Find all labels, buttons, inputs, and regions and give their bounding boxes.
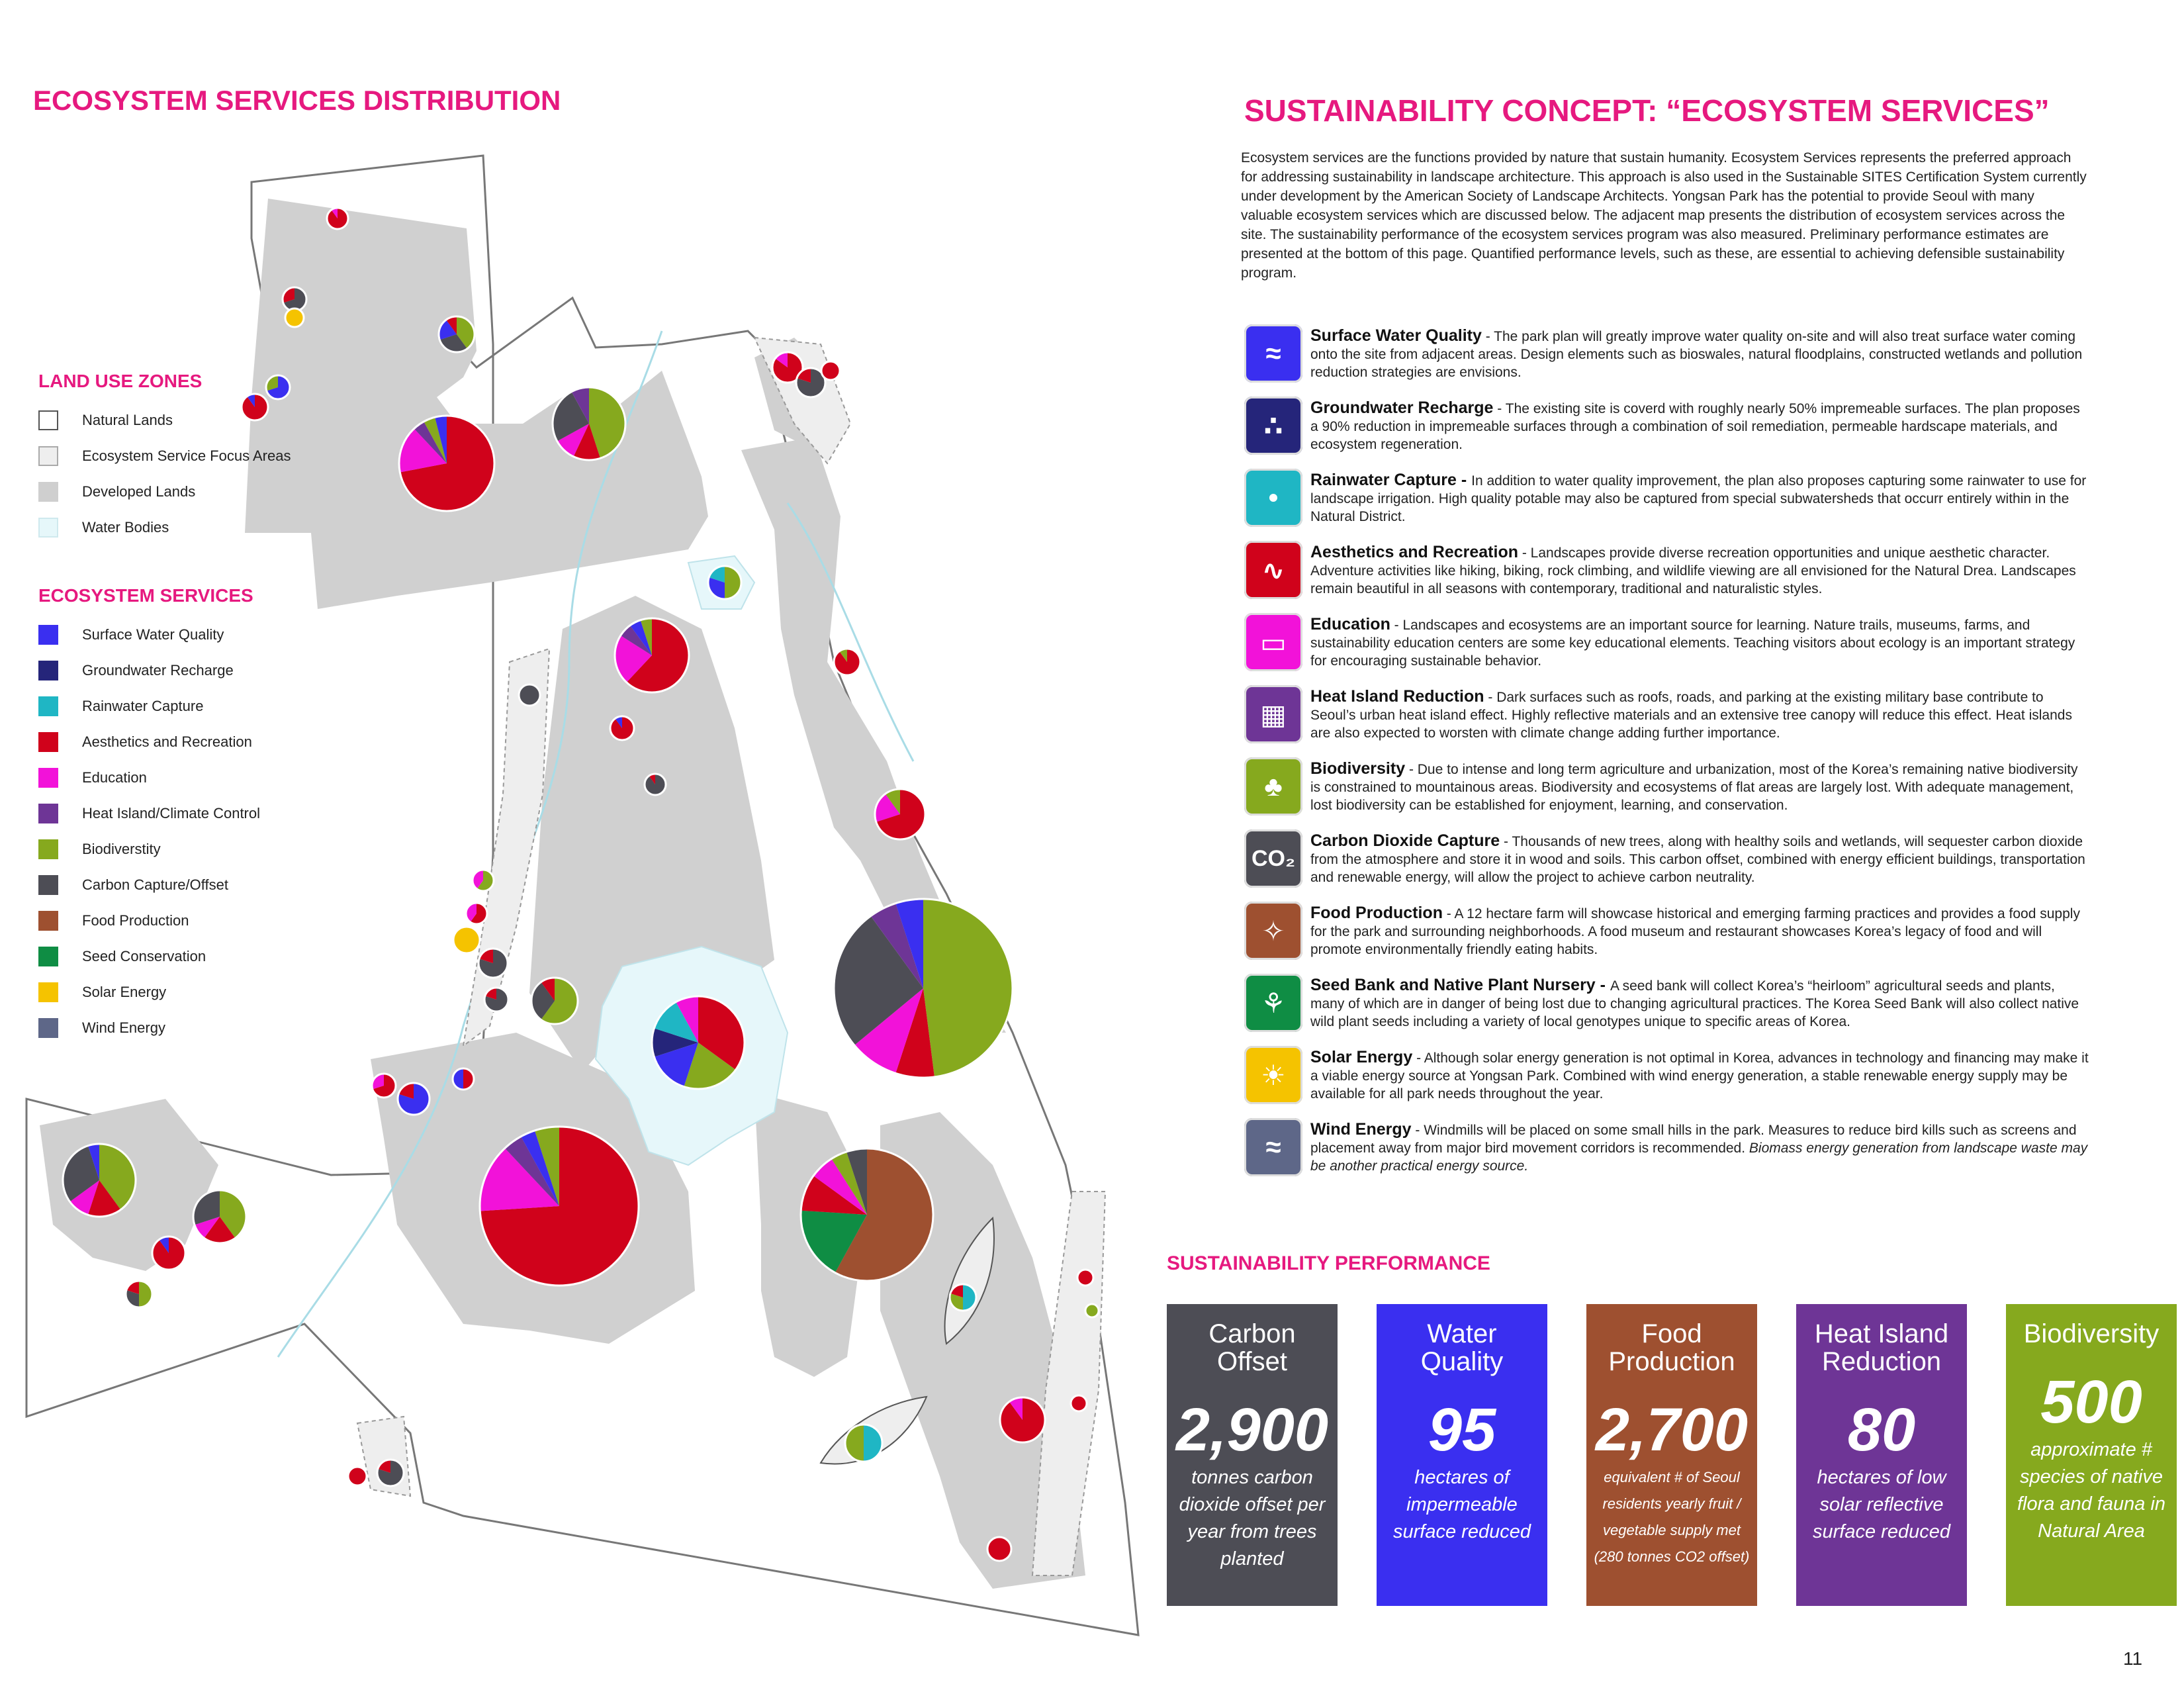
service-pie (553, 387, 625, 460)
page-number: 11 (2123, 1648, 2143, 1669)
ecosystem-services-heading: ECOSYSTEM SERVICES (38, 585, 253, 606)
service-description: - The existing site is coverd with roughly nearly 50% impremeable surfaces. The plan proposes a 90% reduction in impremeable surfaces through a combination of soil remediation, permeable hardscape materials, and ecosystem regeneration. (1310, 401, 2080, 452)
performance-card (1586, 1304, 1757, 1606)
service-pie (615, 618, 689, 692)
service-pie (453, 927, 480, 953)
card-value: 2,900 (1175, 1396, 1329, 1464)
legend-label: Food Production (82, 912, 189, 929)
service-pie (531, 978, 578, 1024)
legend-swatch (38, 410, 58, 430)
legend-swatch (38, 661, 58, 680)
legend-zone-item (33, 438, 311, 474)
service-pie (126, 1281, 152, 1307)
service-name: Aesthetics and Recreation (1310, 543, 1518, 561)
legend-swatch (38, 982, 58, 1002)
service-pie (834, 899, 1013, 1078)
service-item (1244, 397, 2091, 469)
service-pie (473, 870, 494, 891)
legend-label: Water Bodies (82, 519, 169, 536)
water-capture-icon: • (1244, 469, 1302, 527)
service-description: - The park plan will greatly improve water quality on-site and will also treat surface water coming onto the site from adjacent areas. Design elements such as bioswales, natural floodplains, constructed wetlands and pollution reduction strategies are envisions. (1310, 329, 2083, 380)
legend-label: Wind Energy (82, 1019, 165, 1036)
legend-service-item (33, 939, 311, 974)
legend-swatch (38, 732, 58, 752)
service-item (1244, 757, 2091, 829)
raindrops-icon: ∴ (1244, 397, 1302, 455)
legend-service-item (33, 796, 311, 831)
card-value: 500 (2040, 1368, 2142, 1436)
legend-label: Solar Energy (82, 984, 167, 1000)
legend-service-item (33, 831, 311, 867)
service-pie (821, 361, 840, 380)
service-pie (708, 566, 741, 599)
service-description: - Landscapes provide diverse recreation opportunities and unique aesthetic character. Adventure activities like hiking, biking, rock climbing, and wildlife viewing are all envisioned for the Natural Drea. Landscapes remain beautiful in all seasons with contemporary, traditional and naturalistic styles. (1310, 545, 2076, 596)
service-pie (63, 1144, 136, 1217)
intro-paragraph: Ecosystem services are the functions provided by nature that sustain humanity. Ecosystem Services represents the preferred approach for addressing sustainability in landscape architecture. This approach is also used in the Sustainable SITES Certification System currently under development by the American Society of Landscape Architects. Yongsan Park has the potential to provide Seoul with many valuable ecosystem services which are discussed below. The adjacent map presents the distribution of ecosystem services across the site. The sustainability performance of the ecosystem services program was also measured. Preliminary performance estimates are presented at the bottom of this page. Quantified performance levels, such as these, are essential to achieving defensible sustainability program. (1241, 150, 2087, 281)
service-description: A seed bank will collect Korea’s “heirloom” agricultural seeds and plants, many of which are in danger of being lost due to changing agricultural practices. The Korea Seed Bank will also collect native wild plant seeds including a variety of local genotypes unique to specific areas of Korea. (1310, 978, 2079, 1029)
service-name: Education (1310, 615, 1390, 633)
legend-service-item (33, 867, 311, 903)
service-pie (327, 208, 348, 229)
card-description: hectares of impermeable surface reduced (1393, 1467, 1531, 1542)
land-use-zones-heading: LAND USE ZONES (38, 371, 203, 391)
card-value: 2,700 (1595, 1396, 1749, 1464)
service-pie (645, 774, 666, 795)
legend-label: Education (82, 769, 147, 786)
legend-zone-item (33, 474, 311, 510)
performance-card (2006, 1304, 2177, 1606)
card-description: hectares of low solar reflective surface reduced (1813, 1467, 1950, 1542)
service-pie (372, 1074, 396, 1098)
legend-zone-item (33, 402, 311, 438)
service-name: Biodiversity (1310, 759, 1406, 778)
legend-swatch (38, 947, 58, 966)
map-title: ECOSYSTEM SERVICES DISTRIBUTION (33, 85, 561, 116)
service-pie (950, 1284, 976, 1311)
book-icon: ▭ (1244, 613, 1302, 671)
legend-service-item (33, 653, 311, 688)
legend-swatch (38, 518, 58, 538)
service-item (1244, 1118, 2091, 1190)
wind-icon: ≈ (1244, 1118, 1302, 1176)
legend-label: Biodiverstity (82, 841, 161, 857)
service-pie (519, 684, 540, 706)
service-pie (466, 903, 487, 924)
performance-card (1796, 1304, 1967, 1606)
service-pie (875, 789, 925, 839)
card-title: Water Quality (1420, 1319, 1504, 1376)
service-pie (652, 996, 745, 1089)
service-pie (1077, 1270, 1093, 1286)
service-pie (398, 1083, 430, 1115)
service-name: Surface Water Quality (1310, 326, 1482, 345)
legend-service-item (33, 903, 311, 939)
legend-swatch (38, 804, 58, 823)
service-description: - A 12 hectare farm will showcase historical and emerging farming practices and provides a food supply for the park and surrounding neighborhoods. A food museum and restaurant showcases Korea’s legacy of food and will promote environmentally friendly eating habits. (1310, 906, 2080, 957)
service-item (1244, 541, 2091, 613)
service-description: - Thousands of new trees, along with healthy soils and wetlands, will sequester carbon dioxide from the atmosphere and store it in wood and soils. This carbon offset, combined with energy efficient buildings, transportation and renewable energy, will allow the project to achieve carbon neutrality. (1310, 834, 2085, 885)
service-name: Seed Bank and Native Plant Nursery - (1310, 976, 1610, 994)
service-pie (801, 1149, 933, 1281)
service-pie (480, 1127, 639, 1286)
card-description: tonnes carbon dioxide offset per year from trees planted (1179, 1467, 1326, 1570)
service-item (1244, 1046, 2091, 1118)
map-legend (33, 371, 311, 1046)
co2-icon: CO₂ (1244, 829, 1302, 888)
service-description: - Due to intense and long term agriculture and urbanization, most of the Korea’s remaining native biodiversity is constrained to mountainous areas. Biodiversity and ecosystems of flat areas are largely lost. With adequate management, lost biodiversity can be established for enjoyment, learning, and conservation. (1310, 762, 2078, 813)
service-pie (1071, 1395, 1087, 1411)
service-pie (285, 308, 304, 327)
performance-heading: SUSTAINABILITY PERFORMANCE (1167, 1252, 1490, 1274)
service-pie (399, 416, 494, 511)
service-item (1244, 324, 2091, 397)
legend-label: Developed Lands (82, 483, 196, 500)
card-title: Carbon Offset (1208, 1319, 1296, 1376)
service-name: Food Production (1310, 904, 1443, 922)
carrot-icon: ✧ (1244, 902, 1302, 960)
legend-service-item (33, 974, 311, 1010)
solar-panel-icon: ▦ (1244, 685, 1302, 743)
legend-label: Aesthetics and Recreation (82, 733, 252, 750)
legend-label: Ecosystem Service Focus Areas (82, 447, 291, 464)
service-item (1244, 469, 2091, 541)
service-name: Groundwater Recharge (1310, 399, 1494, 417)
legend-label: Rainwater Capture (82, 698, 204, 714)
legend-label: Heat Island/Climate Control (82, 805, 261, 821)
legend-service-item (33, 688, 311, 724)
service-description: - Landscapes and ecosystems are an important source for learning. Nature trails, museums, farms, and sustainability education centers are some key educational elements. Teaching visitors about ecology is an important strategy for encouraging sustainable behavior. (1310, 618, 2075, 669)
card-description: approximate # species of native flora and fauna in Natural Area (2017, 1439, 2166, 1542)
service-description: - Windmills will be placed on some small hills in the park. Measures to reduce bird kills such as screens and placement away from major bird movement corridors is recommended. (1310, 1123, 2077, 1156)
service-note: Biomass energy generation from landscape waste may be another practical energy source. (1310, 1141, 2088, 1174)
legend-swatch (38, 911, 58, 931)
service-pie (439, 316, 475, 352)
sun-icon: ☀ (1244, 1046, 1302, 1104)
water-drop-icon: ≈ (1244, 324, 1302, 383)
service-description: - Dark surfaces such as roofs, roads, and parking at the existing military base contribute to Seoul’s urban heat island effect. Highly reflective materials and an extensive tree canopy will reduce this effect. Heat islands are also expected to worsten with climate change adding further importance. (1310, 690, 2072, 741)
service-description: - Although solar energy generation is not optimal in Korea, advances in technology and financing may make it a viable energy source at Yongsan Park. Combined with wind energy generation, a stable renewable energy supply may be available for all park needs throughout the year. (1310, 1051, 2089, 1102)
service-item (1244, 685, 2091, 757)
performance-card (1167, 1304, 1338, 1606)
legend-swatch (38, 446, 58, 466)
service-item (1244, 974, 2091, 1046)
service-pie (453, 1068, 474, 1090)
legend-swatch (38, 1018, 58, 1038)
legend-label: Groundwater Recharge (82, 662, 234, 679)
service-name: Heat Island Reduction (1310, 687, 1484, 706)
service-pie (348, 1467, 367, 1485)
service-pie (484, 988, 508, 1011)
service-name: Rainwater Capture - (1310, 471, 1472, 489)
performance-card (1377, 1304, 1547, 1606)
service-pie (1085, 1304, 1099, 1317)
card-title: Food Production (1608, 1319, 1735, 1376)
card-description: equivalent # of Seoul residents yearly fruit / vegetable supply met (280 tonnes CO2 offset) (1594, 1469, 1750, 1565)
service-name: Carbon Dioxide Capture (1310, 831, 1500, 850)
service-pie (610, 716, 634, 740)
service-item (1244, 829, 2091, 902)
legend-label: Seed Conservation (82, 948, 206, 964)
service-pie (834, 649, 860, 675)
service-description: In addition to water quality improvement, the plan also proposes capturing some rainwater to use for landscape irrigation. High quality potable may also be captured from special subwatersheds that occurr entirely within in the Natural District. (1310, 473, 2087, 524)
card-title: Heat Island Reduction (1814, 1319, 1949, 1376)
legend-label: Natural Lands (82, 412, 173, 428)
legend-label: Carbon Capture/Offset (82, 876, 228, 893)
legend-service-item (33, 724, 311, 760)
legend-zone-item (33, 510, 311, 545)
service-name: Solar Energy (1310, 1048, 1413, 1066)
service-item (1244, 902, 2091, 974)
service-item (1244, 613, 2091, 685)
legend-service-item (33, 760, 311, 796)
services-list (1244, 324, 2091, 1190)
service-pie (152, 1237, 185, 1270)
service-pie (193, 1190, 246, 1243)
legend-swatch (38, 839, 58, 859)
service-pie (1000, 1397, 1045, 1442)
legend-swatch (38, 696, 58, 716)
trail-icon: ∿ (1244, 541, 1302, 599)
page-title: SUSTAINABILITY CONCEPT: “ECOSYSTEM SERVICES” (1244, 93, 2050, 128)
legend-swatch (38, 875, 58, 895)
legend-swatch (38, 625, 58, 645)
legend-service-item (33, 1010, 311, 1046)
legend-label: Surface Water Quality (82, 626, 224, 643)
legend-swatch (38, 482, 58, 502)
service-pie (478, 949, 508, 978)
card-value: 95 (1428, 1396, 1496, 1464)
seedling-icon: ⚘ (1244, 974, 1302, 1032)
tree-icon: ♣ (1244, 757, 1302, 816)
card-value: 80 (1847, 1396, 1916, 1464)
service-name: Wind Energy (1310, 1120, 1412, 1139)
service-pie (377, 1460, 404, 1486)
service-pie (987, 1537, 1011, 1561)
card-title: Biodiversity (2023, 1319, 2160, 1348)
service-pie (845, 1425, 882, 1462)
legend-swatch (38, 768, 58, 788)
legend-service-item (33, 617, 311, 653)
